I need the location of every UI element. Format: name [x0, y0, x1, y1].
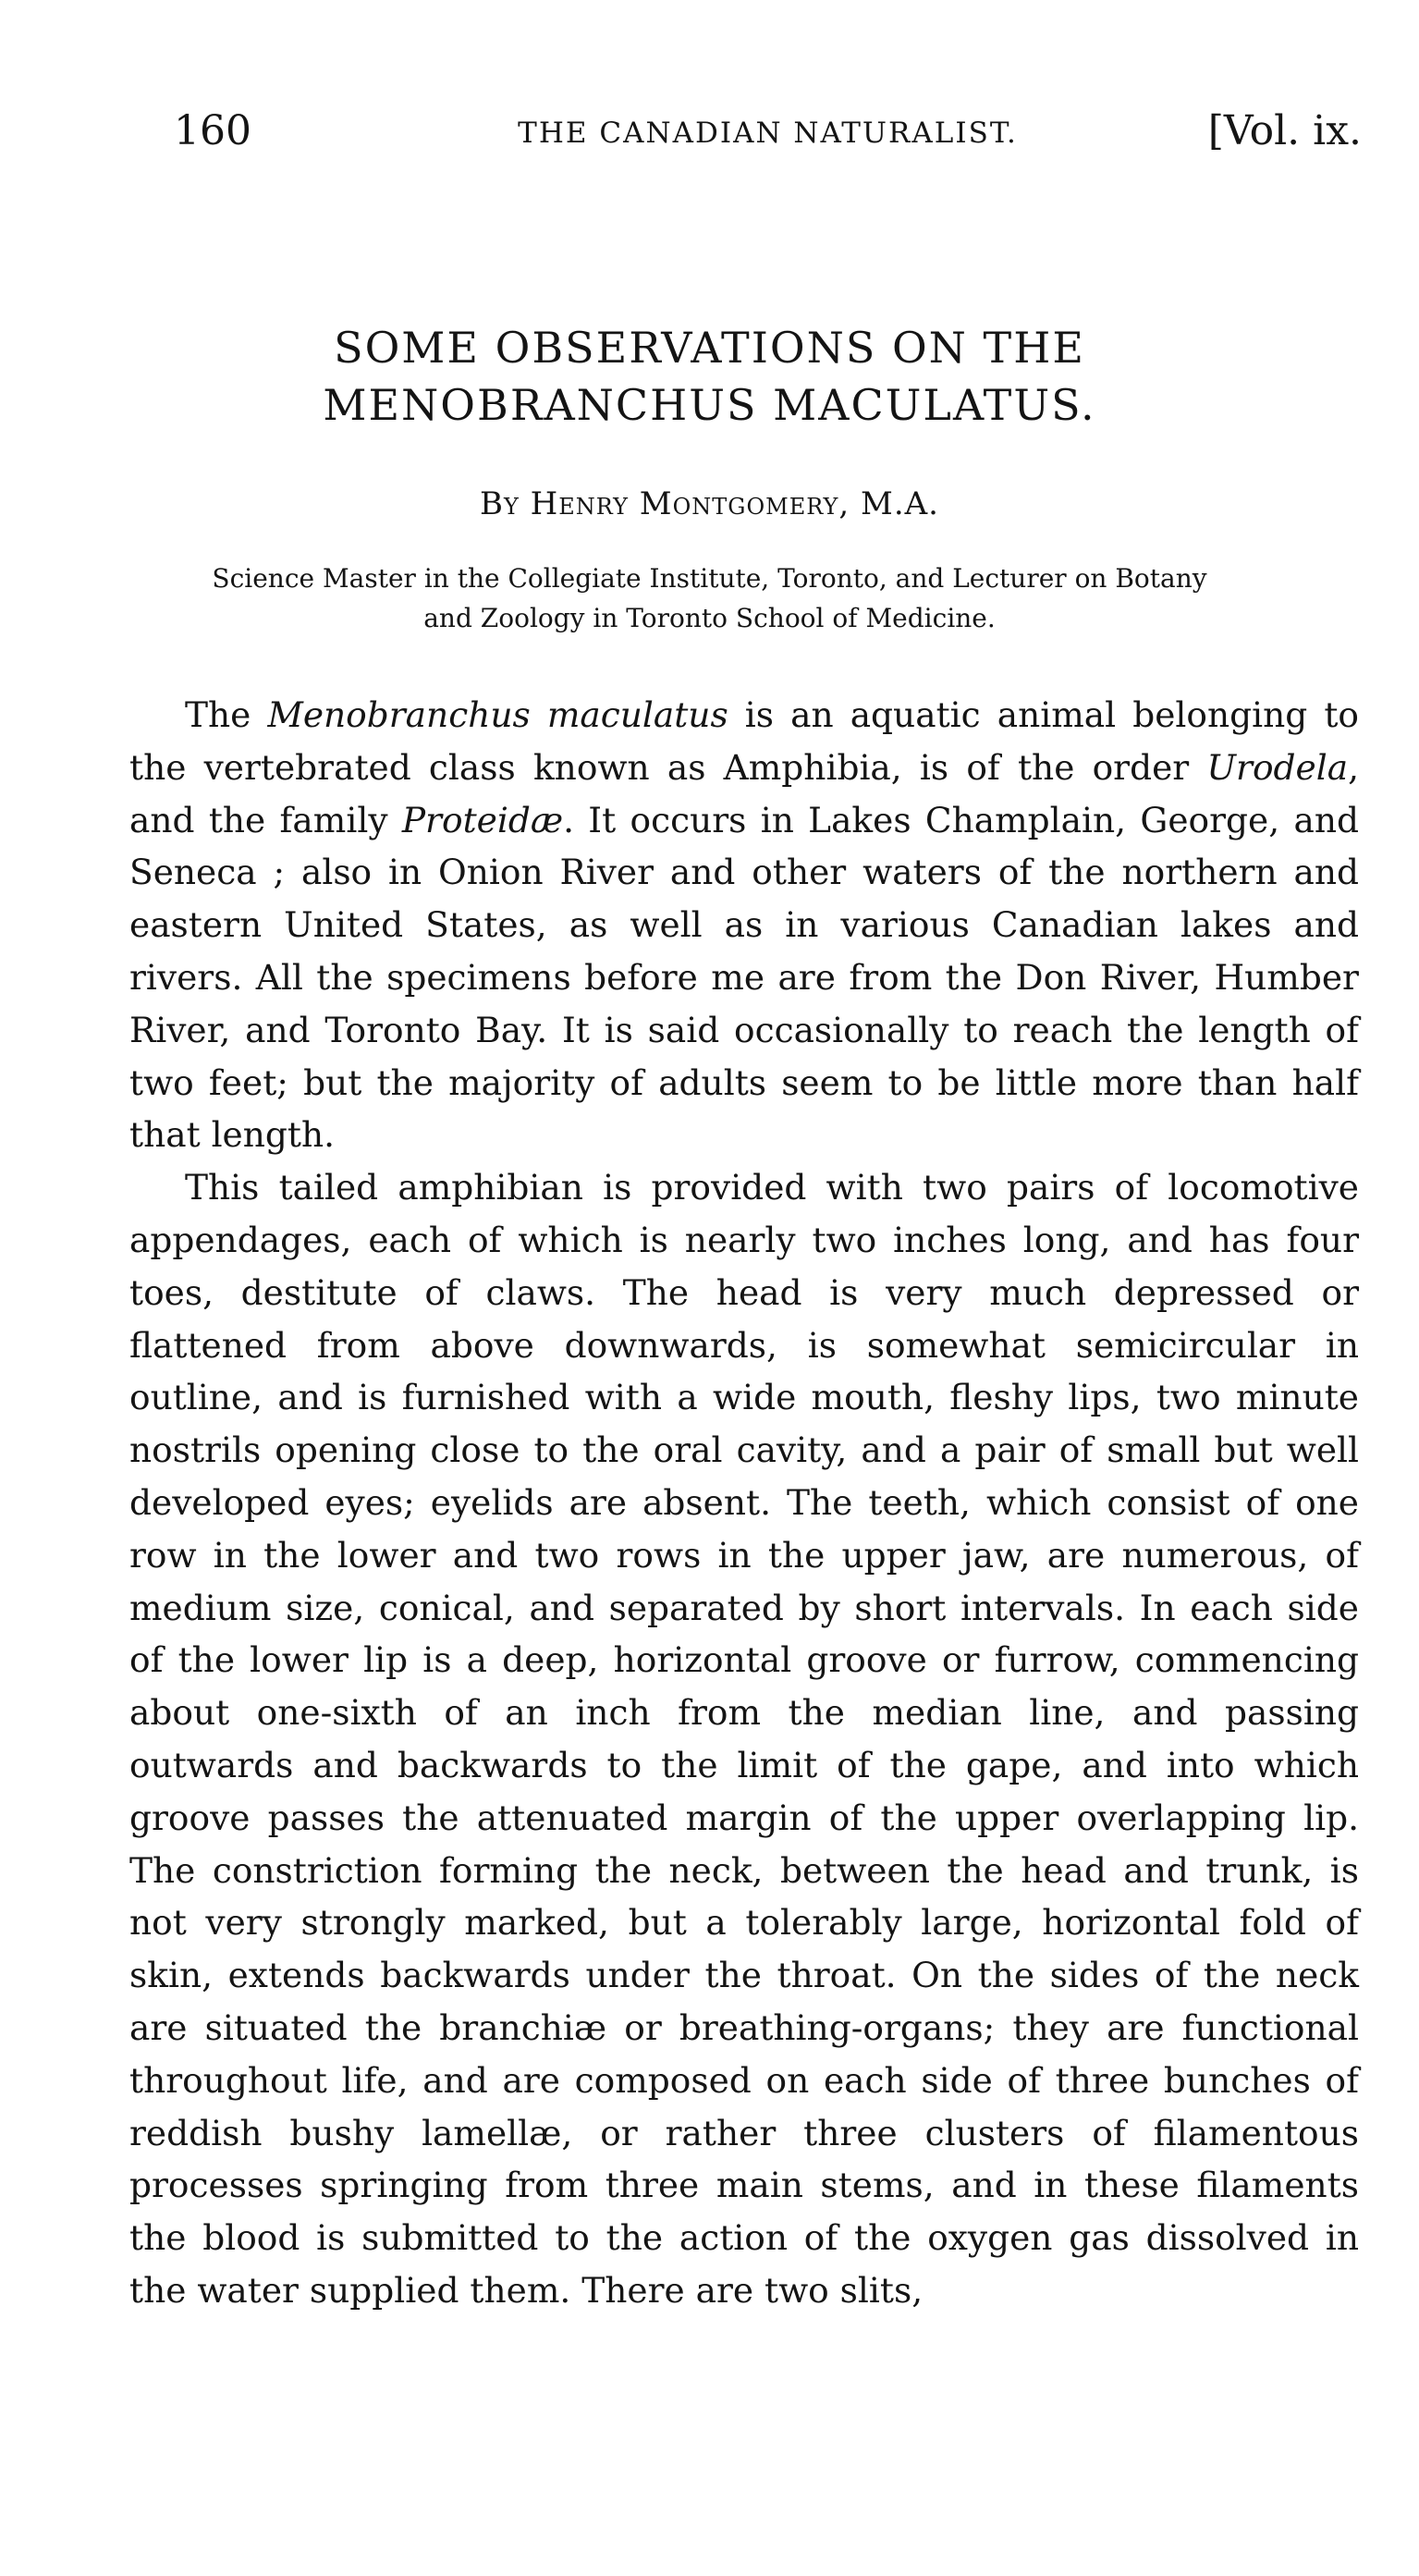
order-name: Urodela	[1206, 746, 1349, 788]
running-head	[174, 104, 1362, 159]
article-title: SOME OBSERVATIONS ON THE MENOBRANCHUS MACULATUS.	[323, 323, 1096, 430]
paragraph-1-prefix: The	[185, 694, 268, 735]
paragraph-1-text-b: , and the family	[129, 746, 1359, 840]
paragraph-1	[129, 689, 1359, 1161]
article-byline: By Henry Montgomery, M.A.	[479, 485, 939, 522]
article-body	[129, 689, 1359, 2317]
species-name: Menobranchus maculatus	[267, 694, 728, 735]
volume-label: [Vol. ix.	[1207, 107, 1362, 154]
journal-title: THE CANADIAN NATURALIST.	[518, 117, 1018, 150]
page-number: 160	[174, 107, 251, 154]
paragraph-1-text-c: . It occurs in Lakes Champlain, George, and Seneca ; also in Onion River and other waters of the northern and eastern United States, as well as in various Canadian lakes and rivers. All the specimens before me are from the Don River, Humber River, and Toronto Bay. It is said occasionally to reach the length of two feet; but the majority of adults seem to be little more than half that length.	[129, 799, 1359, 1156]
paragraph-2: This tailed amphibian is provided with two pairs of locomotive appendages, each of which is nearly two inches long, and has four toes, destitute of claws. The head is very much depressed or flattened from above downwards, is somewhat semicircular in outline, and is furnished with a wide mouth, fleshy lips, two minute nostrils opening close to the oral cavity, and a pair of small but well developed eyes; eyelids are absent. The teeth, which consist of one row in the lower and two rows in the upper jaw, are numerous, of medium size, conical, and separated by short intervals. In each side of the lower lip is a deep, horizontal groove or furrow, commencing about one-sixth of an inch from the median line, and passing outwards and backwards to the limit of the gape, and into which groove passes the attenuated margin of the upper overlapping lip. The constriction forming the neck, between the head and trunk, is not very strongly marked, but a tolerably large, horizontal fold of skin, extends backwards under the throat. On the sides of the neck are situated the branchiæ or breathing-organs; they are functional throughout life, and are composed on each side of three bunches of reddish bushy lamellæ, or rather three clusters of filamentous processes springing from three main stems, and in these filaments the blood is submitted to the action of the oxygen gas dissolved in the water supplied them. There are two slits,	[129, 1167, 1359, 2311]
paragraph-1-text-a: is an aquatic animal belonging to the vertebrated class known as Amphibia, is of the order	[129, 694, 1359, 788]
family-name: Proteidæ	[401, 799, 564, 840]
author-affiliation: Science Master in the Collegiate Institute, Toronto, and Lecturer on Botany and Zoology in Toronto School of Medicine.	[212, 563, 1207, 633]
